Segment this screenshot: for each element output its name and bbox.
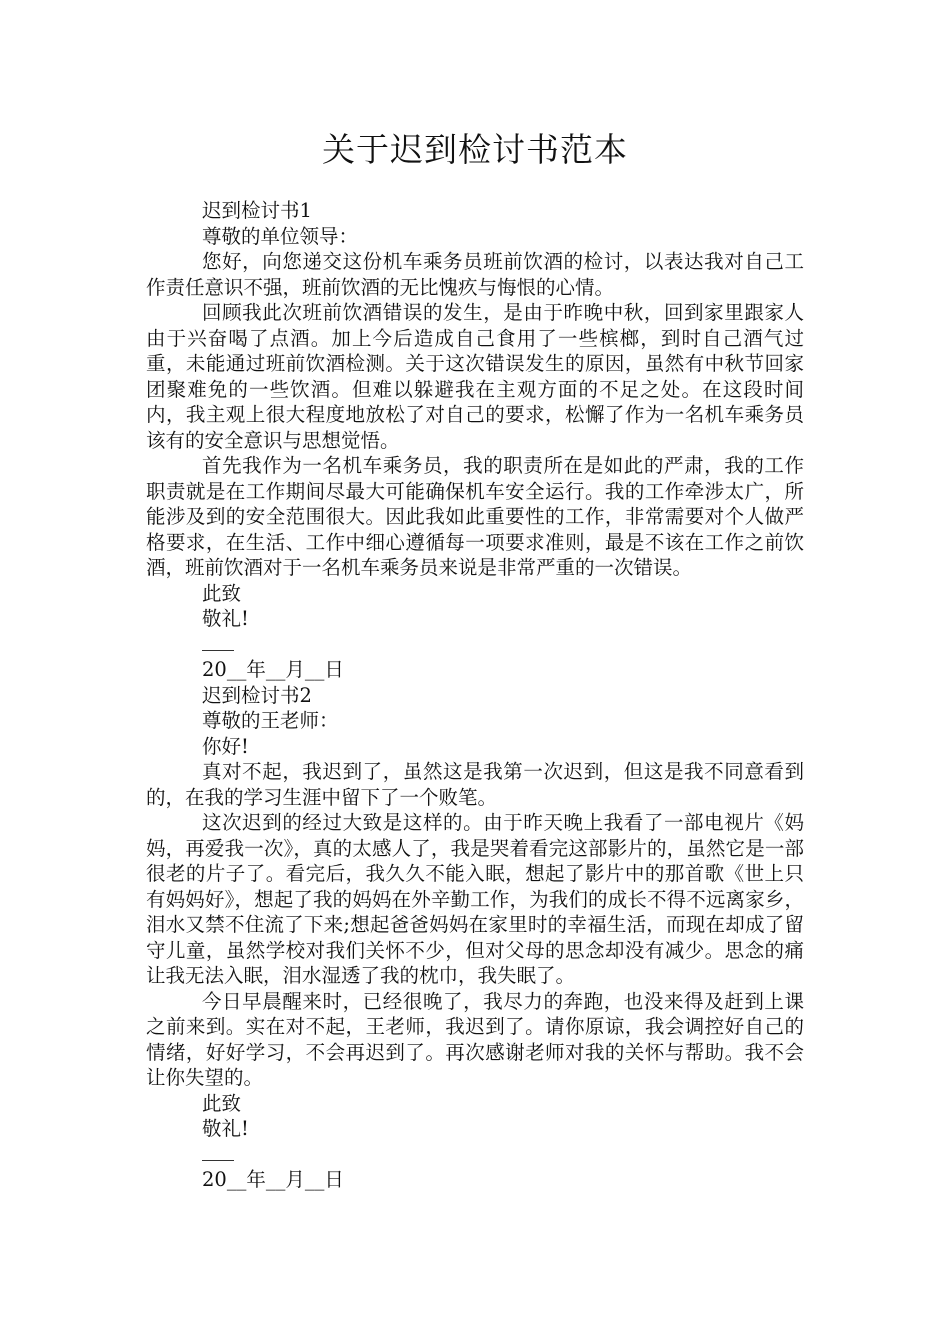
document-body <box>146 198 804 1193</box>
letter2-heading: 迟到检讨书2 <box>202 683 312 707</box>
letter1-paragraph-1: 您好，向您递交这份机车乘务员班前饮酒的检讨，以表达我对自己工作责任意识不强，班前饮酒的无比愧疚与悔恨的心情。 <box>146 250 804 299</box>
letter2-closing-1: 此致 <box>202 1091 242 1115</box>
letter1-date: 20__年__月__日 <box>202 658 344 681</box>
letter1-salutation: 尊敬的单位领导： <box>202 224 359 248</box>
letter2-signature-line <box>146 1142 804 1168</box>
letter2-paragraph-3: 今日早晨醒来时，已经很晚了，我尽力的奔跑，也没来得及赶到上课之前来到。实在对不起，王老师，我迟到了。请你原谅，我会调控好自己的情绪，好好学习，不会再迟到了。再次感谢老师对我的关怀与帮助。我不会让你失望的。 <box>146 989 804 1089</box>
letter1-closing-2: 敬礼! <box>202 607 249 630</box>
letter1-signature-line <box>146 632 804 658</box>
letter2-date: 20__年__月__日 <box>202 1168 344 1191</box>
letter1-closing-1: 此致 <box>202 581 242 605</box>
letter2-paragraph-2: 这次迟到的经过大致是这样的。由于昨天晚上我看了一部电视片《妈妈，再爱我一次》，真的太感人了，我是哭着看完这部影片的，虽然它是一部很老的片子了。看完后，我久久不能入眠，想起了影片中的那首歌《世上只有妈妈好》，想起了我的妈妈在外辛勤工作，为我们的成长不得不远离家乡，泪水又禁不住流了下来;想起爸爸妈妈在家里时的幸福生活，而现在却成了留守儿童，虽然学校对我们关怀不少，但对父母的思念却没有减少。思念的痛让我无法入眠，泪水湿透了我的枕巾，我失眠了。 <box>146 811 804 987</box>
letter2-greeting: 你好! <box>202 734 249 758</box>
letter2-paragraph-1: 真对不起，我迟到了，虽然这是我第一次迟到，但这是我不同意看到的，在我的学习生涯中留下了一个败笔。 <box>146 760 804 809</box>
document-title: 关于迟到检讨书范本 <box>322 130 628 169</box>
letter1-heading: 迟到检讨书1 <box>202 199 312 222</box>
letter2-salutation: 尊敬的王老师： <box>202 709 339 732</box>
letter1-paragraph-3: 首先我作为一名机车乘务员，我的职责所在是如此的严肃，我的工作职责就是在工作期间尽最大可能确保机车安全运行。我的工作牵涉太广，所能涉及到的安全范围很大。因此我如此重要性的工作，非常需要对个人做严格要求，在生活、工作中细心遵循每一项要求准则，最是不该在工作之前饮酒，班前饮酒对于一名机车乘务员来说是非常严重的一次错误。 <box>146 454 804 579</box>
letter1-paragraph-2: 回顾我此次班前饮酒错误的发生，是由于昨晚中秋，回到家里跟家人由于兴奋喝了点酒。加上今后造成自己食用了一些槟榔，到时自己酒气过重，未能通过班前饮酒检测。关于这次错误发生的原因，虽然有中秋节回家团聚难免的一些饮酒。但难以躲避我在主观方面的不足之处。在这段时间内，我主观上很大程度地放松了对自己的要求，松懈了作为一名机车乘务员该有的安全意识与思想觉悟。 <box>146 301 804 452</box>
letter2-closing-2: 敬礼! <box>202 1117 249 1140</box>
